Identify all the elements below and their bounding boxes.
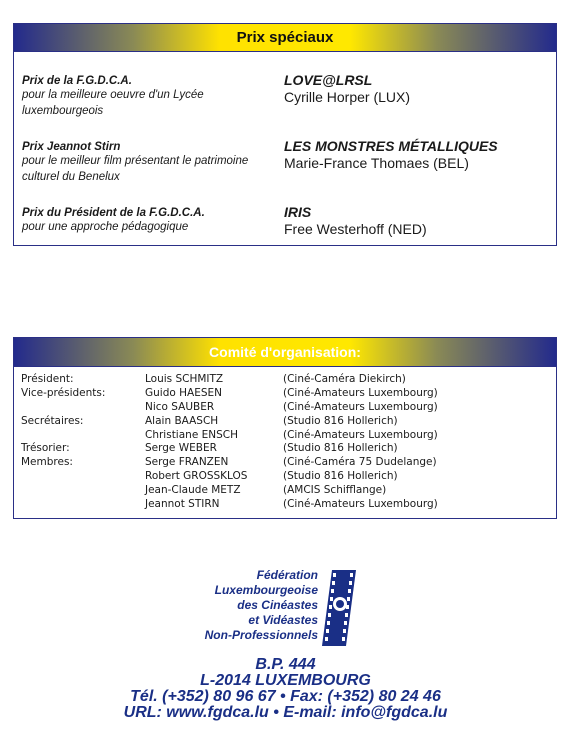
committee-club: (Ciné-Amateurs Luxembourg): [283, 400, 438, 413]
committee-member: Serge FRANZEN: [145, 456, 229, 469]
committee-role: Secrétaires:: [21, 414, 84, 427]
logo-line: et Vidéastes: [248, 613, 318, 627]
committee-role: [21, 401, 145, 415]
committee-member: Robert GROSSKLOS: [145, 470, 248, 483]
committee-role: [21, 484, 145, 498]
logo-line: Non-Professionnels: [204, 628, 318, 642]
committee-club: (AMCIS Schifflange): [283, 484, 387, 497]
logo-text: [205, 568, 318, 643]
contact-info: [0, 657, 571, 721]
committee-row: [21, 456, 483, 470]
committee-row: [21, 401, 483, 415]
committee-role: Trésorier:: [21, 442, 70, 455]
committee-row: [21, 429, 483, 443]
prix-speciaux-header: Prix spéciaux: [14, 24, 556, 52]
prize-description: pour une approche pédagogique: [22, 221, 189, 233]
film-strip-icon: [322, 570, 356, 646]
committee-member: Alain BAASCH: [145, 414, 219, 427]
prize-item: [22, 204, 542, 237]
committee-member: Guido HAESEN: [145, 386, 223, 399]
committee-role: [21, 470, 145, 484]
prize-item: [22, 138, 542, 185]
committee-club: (Ciné-Caméra 75 Dudelange): [283, 456, 437, 469]
committee-member: Jean-Claude METZ: [145, 484, 241, 497]
committee-club: (Studio 816 Hollerich): [283, 414, 398, 427]
committee-club: (Studio 816 Hollerich): [283, 442, 398, 455]
prize-description: culturel du Benelux: [22, 171, 120, 183]
film-author: Marie-France Thomaes (BEL): [284, 155, 469, 171]
committee-club: (Studio 816 Hollerich): [283, 470, 398, 483]
prize-description: pour le meilleur film présentant le patrimoine: [22, 155, 249, 167]
film-author: Free Westerhoff (NED): [284, 221, 427, 237]
film-author: Cyrille Horper (LUX): [284, 89, 411, 105]
phone-fax: Tél. (+352) 80 96 67 • Fax: (+352) 80 24 46: [130, 688, 441, 705]
logo-line: des Cinéastes: [237, 598, 318, 612]
committee-row: [21, 498, 483, 512]
logo-line: Luxembourgeoise: [214, 583, 318, 597]
prize-name: Prix du Président de la F.G.D.C.A.: [22, 207, 205, 219]
prize-description: pour la meilleure oeuvre d'un Lycée: [22, 89, 204, 101]
committee-member: Louis SCHMITZ: [145, 373, 224, 385]
city-address: L-2014 LUXEMBOURG: [200, 672, 371, 689]
committee-club: (Ciné-Amateurs Luxembourg): [283, 498, 438, 511]
prize-name: Prix de la F.G.D.C.A.: [22, 75, 132, 87]
committee-role: Membres:: [21, 456, 73, 469]
web-email: URL: www.fgdca.lu • E-mail: info@fgdca.lu: [123, 704, 448, 721]
committee-role: Vice-présidents:: [21, 386, 106, 399]
committee-club: (Ciné-Amateurs Luxembourg): [283, 428, 438, 441]
committee-row: [21, 373, 483, 387]
committee-role: Président:: [21, 373, 74, 385]
committee-club: (Ciné-Caméra Diekirch): [283, 373, 406, 385]
fgdca-logo: [200, 568, 360, 648]
prix-speciaux-box: [13, 23, 557, 246]
committee-role: [21, 498, 145, 512]
committee-table: [21, 373, 483, 512]
committee-member: Jeannot STIRN: [145, 498, 220, 511]
committee-role: [21, 429, 145, 443]
committee-member: Nico SAUBER: [145, 400, 215, 413]
postal-box: B.P. 444: [255, 656, 316, 673]
prize-description: luxembourgeois: [22, 105, 104, 117]
committee-row: [21, 442, 483, 456]
committee-row: [21, 387, 483, 401]
committee-row: [21, 415, 483, 429]
film-title: IRIS: [284, 204, 312, 220]
logo-line: Fédération: [256, 568, 318, 582]
committee-member: Christiane ENSCH: [145, 428, 238, 441]
prize-item: [22, 72, 542, 119]
comite-organisation-box: [13, 337, 557, 519]
prize-name: Prix Jeannot Stirn: [22, 141, 121, 153]
film-title: LOVE@LRSL: [284, 72, 373, 88]
committee-member: Serge WEBER: [145, 442, 217, 455]
film-title: LES MONSTRES MÉTALLIQUES: [284, 138, 498, 154]
committee-row: [21, 484, 483, 498]
committee-row: [21, 470, 483, 484]
comite-organisation-header: Comité d'organisation:: [14, 338, 556, 367]
committee-club: (Ciné-Amateurs Luxembourg): [283, 386, 438, 399]
